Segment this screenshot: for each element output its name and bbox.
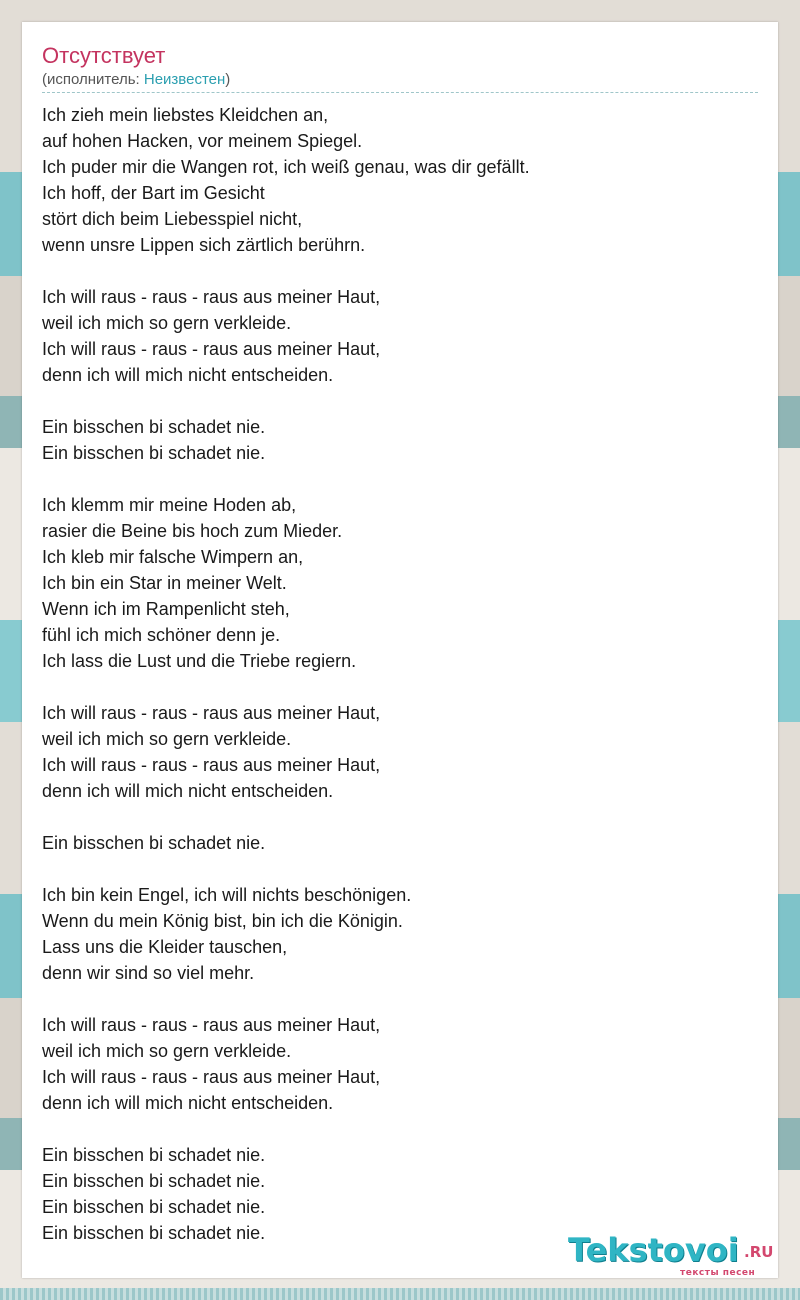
site-logo[interactable] (568, 1230, 778, 1280)
lyrics-line: Ich puder mir die Wangen rot, ich weiß genau, was dir gefällt. (42, 157, 530, 177)
lyrics-line: Ich klemm mir meine Hoden ab, (42, 495, 297, 515)
lyrics-line: Ich will raus - raus - raus aus meiner Haut, (42, 1067, 381, 1087)
lyrics-stanza (42, 700, 758, 804)
decorative-bottom-strip (0, 1288, 800, 1300)
lyrics-line: fühl ich mich schöner denn je. (42, 625, 281, 645)
song-header (42, 42, 758, 93)
lyrics-line: Ich will raus - raus - raus aus meiner Haut, (42, 339, 381, 359)
lyrics-line: denn ich will mich nicht entscheiden. (42, 1093, 334, 1113)
logo-wordmark: Tekstovoi (568, 1231, 739, 1269)
lyrics-line: Ich will raus - raus - raus aus meiner Haut, (42, 1015, 381, 1035)
lyrics-line: weil ich mich so gern verkleide. (42, 313, 292, 333)
lyrics-line: Ein bisschen bi schadet nie. (42, 443, 266, 463)
lyrics-line: Ich will raus - raus - raus aus meiner Haut, (42, 703, 381, 723)
lyrics-line: stört dich beim Liebesspiel nicht, (42, 209, 303, 229)
lyrics-stanza (42, 284, 758, 388)
lyrics-line: denn ich will mich nicht entscheiden. (42, 365, 334, 385)
lyrics-line: denn wir sind so viel mehr. (42, 963, 255, 983)
lyrics-line: rasier die Beine bis hoch zum Mieder. (42, 521, 343, 541)
lyrics-line: Ein bisschen bi schadet nie. (42, 1171, 266, 1191)
lyrics-line: Ein bisschen bi schadet nie. (42, 1145, 266, 1165)
lyrics-stanza (42, 414, 758, 466)
lyrics-line: Ein bisschen bi schadet nie. (42, 1223, 266, 1243)
lyrics-line: auf hohen Hacken, vor meinem Spiegel. (42, 131, 363, 151)
lyrics-stanza (42, 830, 758, 856)
lyrics-stanza (42, 1012, 758, 1116)
lyrics-line: Ein bisschen bi schadet nie. (42, 833, 266, 853)
lyrics-line: wenn unsre Lippen sich zärtlich berührn. (42, 235, 366, 255)
artist-link[interactable]: Неизвестен (143, 71, 226, 88)
artist-prefix: (исполнитель: (42, 71, 144, 88)
lyrics-line: Ein bisschen bi schadet nie. (42, 417, 266, 437)
lyrics-line: Ich zieh mein liebstes Kleidchen an, (42, 105, 329, 125)
artist-line (42, 70, 758, 93)
lyrics-line: Wenn ich im Rampenlicht steh, (42, 599, 290, 619)
lyrics-line: Ich bin kein Engel, ich will nichts beschönigen. (42, 885, 412, 905)
lyrics-stanza (42, 882, 758, 986)
lyrics-line: denn ich will mich nicht entscheiden. (42, 781, 334, 801)
song-title: Отсутствует (42, 43, 166, 68)
lyrics-stanza (42, 492, 758, 674)
lyrics-line: Ich lass die Lust und die Triebe regiern. (42, 651, 357, 671)
logo-tagline: тексты песен (680, 1268, 756, 1278)
lyrics-card (22, 22, 778, 1278)
lyrics-line: Ich kleb mir falsche Wimpern an, (42, 547, 304, 567)
lyrics-line: Lass uns die Kleider tauschen, (42, 937, 288, 957)
lyrics-stanza (42, 102, 758, 258)
lyrics-line: Ich bin ein Star in meiner Welt. (42, 573, 287, 593)
lyrics-line: weil ich mich so gern verkleide. (42, 1041, 292, 1061)
logo-domain: .RU (744, 1243, 774, 1261)
lyrics-line: Wenn du mein König bist, bin ich die Königin. (42, 911, 403, 931)
lyrics-line: Ich hoff, der Bart im Gesicht (42, 183, 265, 203)
lyrics-line: weil ich mich so gern verkleide. (42, 729, 292, 749)
lyrics-line: Ich will raus - raus - raus aus meiner Haut, (42, 755, 381, 775)
lyrics-line: Ich will raus - raus - raus aus meiner Haut, (42, 287, 381, 307)
lyrics-line: Ein bisschen bi schadet nie. (42, 1197, 266, 1217)
lyrics-text (42, 102, 758, 1246)
artist-suffix: ) (225, 71, 231, 88)
